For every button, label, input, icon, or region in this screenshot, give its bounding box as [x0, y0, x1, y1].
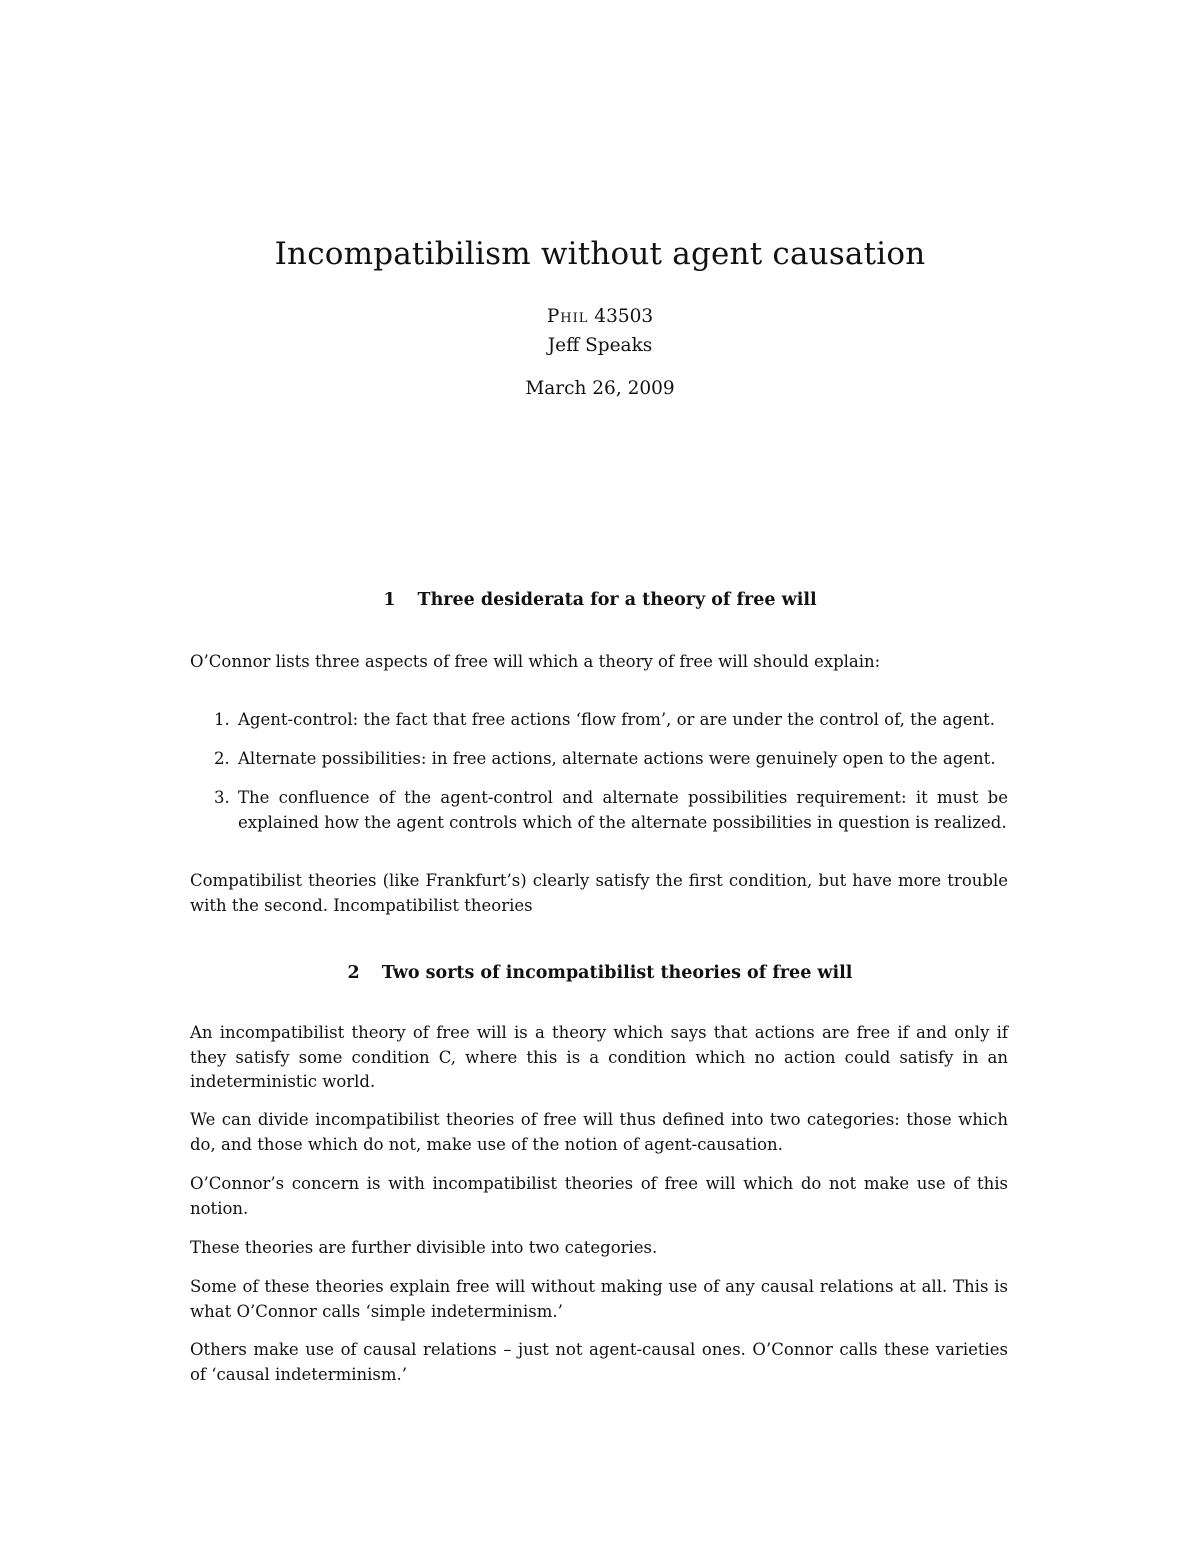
course-number: 43503 [594, 306, 654, 327]
section-2-heading [0, 963, 1200, 983]
section-title: Two sorts of incompatibilist theories of free will [381, 963, 853, 983]
section-2-paragraph: Some of these theories explain free will without making use of any causal relations at all. This is what O’Connor calls ‘simple indeterminism.’ [190, 1277, 1008, 1321]
list-item-number: 2. [214, 749, 230, 768]
course-prefix: Phil [546, 306, 589, 327]
section-1-after: Compatibilist theories (like Frankfurt’s) clearly satisfy the first condition, but have more trouble with the second. Incompatibilist theories [190, 871, 1008, 915]
section-1-intro: O’Connor lists three aspects of free will which a theory of free will should explain: [190, 652, 881, 671]
section-2-paragraph: An incompatibilist theory of free will is a theory which says that actions are free if and only if they satisfy some condition C, where this is a condition which no action could satisfy in an indeterministic world. [190, 1023, 1008, 1091]
section-number: 1 [383, 590, 396, 610]
section-1-heading [0, 590, 1200, 610]
section-2-paragraph: O’Connor’s concern is with incompatibilist theories of free will which do not make use of this notion. [190, 1174, 1008, 1218]
list-item-number: 3. [214, 788, 230, 807]
author: Jeff Speaks [547, 335, 653, 356]
section-number: 2 [347, 963, 360, 983]
section-2-paragraph: These theories are further divisible into two categories. [190, 1238, 658, 1257]
document-title: Incompatibilism without agent causation [274, 236, 926, 272]
section-2-paragraph: We can divide incompatibilist theories of free will thus defined into two categories: those which do, and those which do not, make use of the notion of agent-causation. [190, 1110, 1008, 1154]
list-item-number: 1. [214, 710, 230, 729]
list-item-text: The confluence of the agent-control and alternate possibilities requirement: it must be explained how the agent controls which of the alternate possibilities in question is realized. [238, 788, 1008, 832]
section-title: Three desiderata for a theory of free will [417, 590, 817, 610]
course-line [0, 306, 1200, 327]
list-item-text: Alternate possibilities: in free actions, alternate actions were genuinely open to the agent. [238, 749, 996, 768]
date: March 26, 2009 [525, 378, 675, 399]
list-item-text: Agent-control: the fact that free actions ‘flow from’, or are under the control of, the agent. [238, 710, 996, 729]
section-2-paragraph: Others make use of causal relations – just not agent-causal ones. O’Connor calls these varieties of ‘causal indeterminism.’ [190, 1340, 1008, 1384]
